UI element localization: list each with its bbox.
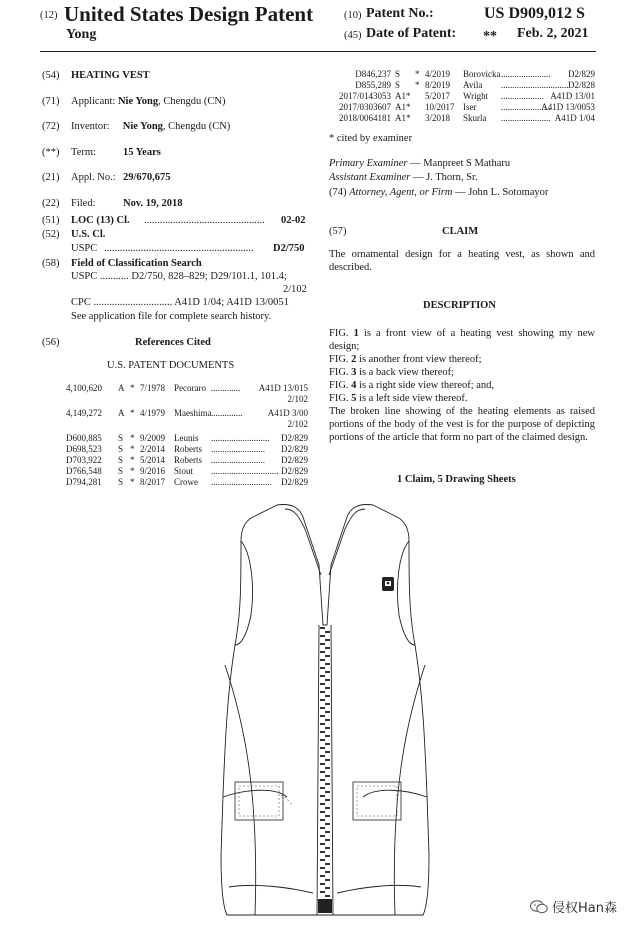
references-title: References Cited [135, 337, 211, 348]
ref-star: * [130, 433, 135, 443]
ref-dots: .......................... [211, 433, 270, 443]
applicant-place: , Chengdu (CN) [158, 96, 226, 107]
applicant [71, 96, 225, 107]
filed-label: Filed: [71, 198, 96, 209]
ref-date: 10/2017 [425, 102, 455, 112]
ref-num: D855,289 [355, 80, 391, 90]
inventor-name: Nie Yong [122, 121, 163, 132]
uscl-label: U.S. Cl. [71, 229, 106, 240]
appl-label: Appl. No.: [71, 172, 116, 183]
reference-row [66, 455, 308, 466]
ref-date: 8/2019 [425, 80, 451, 90]
ref-star: * [130, 408, 135, 418]
date-label: Date of Patent: [366, 26, 457, 41]
patent-date: Feb. 2, 2021 [517, 26, 589, 41]
zipper-end-stop [318, 899, 332, 913]
ref-star: * [130, 444, 135, 454]
reference-row [329, 102, 595, 113]
field-uspc-2: 2/102 [283, 284, 307, 295]
ref-star: * [130, 383, 135, 393]
ref-star: * [130, 477, 135, 487]
ref-cls: D2/829 [281, 433, 308, 443]
ref-date: 4/1979 [140, 408, 166, 418]
references-subtitle: U.S. PATENT DOCUMENTS [107, 360, 235, 371]
ref-kind: A [118, 408, 125, 418]
applicant-name: Nie Yong [117, 96, 159, 107]
ref-cls2: 2/102 [287, 394, 308, 404]
ref-kind: A1* [395, 91, 411, 101]
ref-num: 4,100,620 [66, 383, 102, 393]
ref-star: * [415, 80, 420, 90]
ref-name: Skurla [463, 113, 487, 123]
applicant-tag: (71) [42, 96, 60, 107]
loc-value: 02-02 [281, 215, 306, 226]
loc-dots: .............................................. [144, 215, 265, 226]
header-rule [40, 51, 596, 52]
reference-row [66, 477, 308, 488]
ref-kind: A1* [395, 113, 411, 123]
fig2-line: FIG. 2 is another front view thereof; [329, 354, 482, 365]
ref-name: Pecoraro [174, 383, 206, 393]
appl-value: 29/670,675 [123, 172, 171, 183]
reference-row-continuation [66, 419, 308, 430]
ref-date: 2/2014 [140, 444, 166, 454]
ref-kind: A [118, 383, 125, 393]
primary-examiner-name: — Manpreet S Matharu [407, 158, 511, 169]
inventor-tag: (72) [42, 121, 60, 132]
ref-name: Roberts [174, 444, 202, 454]
references-tag: (56) [42, 337, 60, 348]
field-tag: (58) [42, 258, 60, 269]
ref-cls: A41D 13/0053 [541, 102, 595, 112]
ref-num: D846,237 [355, 69, 391, 79]
ref-num: 2017/0303607 [338, 102, 391, 112]
field-uspc: USPC ........... D2/750, 828–829; D29/101.1, 101.4; [71, 271, 287, 282]
reference-row [66, 466, 308, 477]
description-title: DESCRIPTION [423, 300, 496, 311]
wechat-icon [530, 900, 548, 914]
inventor [71, 121, 230, 132]
broken-line-statement: The broken line showing of the heating elements as raised portions of the body of the vest is for the purpose of depicting portions of the article that form no part of the claimed design. [329, 406, 595, 443]
patent-no-label: Patent No.: [366, 6, 434, 21]
ref-cls: A41D 3/00 [267, 408, 308, 418]
date-tag: (45) [344, 30, 362, 41]
appl-tag: (21) [42, 172, 60, 183]
ref-name: Stout [174, 466, 194, 476]
vest-outline [221, 505, 429, 916]
claim-text: The ornamental design for a heating vest, as shown and described. [329, 249, 595, 273]
attorney-name: — John L. Sotomayor [452, 187, 549, 198]
ref-name: Avila [463, 80, 483, 90]
primary-examiner-label: Primary Examiner [329, 158, 408, 169]
reference-row [66, 444, 308, 455]
ref-star: * [415, 69, 420, 79]
ref-date: 9/2016 [140, 466, 166, 476]
ref-dots: ...................... [501, 69, 551, 79]
ref-dots: ............. [211, 383, 241, 393]
ref-num: 4,149,272 [66, 408, 102, 418]
ref-num: D766,548 [66, 466, 102, 476]
ref-kind: S [395, 80, 401, 90]
ref-num: D600,885 [66, 433, 102, 443]
left-pocket-heating-element [235, 782, 283, 820]
ref-num: 2018/0064181 [338, 113, 391, 123]
claim-title: CLAIM [442, 226, 479, 237]
filed-tag: (22) [42, 198, 60, 209]
right-pocket-heating-element [353, 782, 401, 820]
assistant-examiner [329, 172, 478, 183]
reference-row [329, 80, 595, 91]
ref-cls: D2/829 [281, 444, 308, 454]
ref-name: Iser [463, 102, 477, 112]
ref-kind: S [118, 477, 124, 487]
ref-date: 8/2017 [140, 477, 166, 487]
ref-kind: S [118, 444, 124, 454]
ref-star: * [130, 466, 135, 476]
ref-cls: A41D 1/04 [554, 113, 595, 123]
ref-cls: D2/829 [281, 477, 308, 487]
vest-drawing [195, 495, 455, 923]
ref-cls: A41D 13/01 [550, 91, 595, 101]
ref-kind: S [395, 69, 401, 79]
inventor-label: Inventor: [71, 121, 110, 132]
ref-dots: ........................... [211, 477, 272, 487]
ref-date: 5/2014 [140, 455, 166, 465]
ref-star: * [130, 455, 135, 465]
fig4-line: FIG. 4 is a right side view thereof; and, [329, 380, 495, 391]
ref-dots: ........................ [211, 455, 265, 465]
ref-cls: D2/829 [281, 466, 308, 476]
reference-row [329, 113, 595, 124]
title-tag: (54) [42, 70, 60, 81]
ref-date: 5/2017 [425, 91, 451, 101]
header-inventor: Yong [66, 27, 97, 42]
reference-row [329, 69, 595, 80]
uspc-value: D2/750 [273, 243, 305, 254]
watermark [530, 897, 617, 916]
ref-date: 7/1978 [140, 383, 166, 393]
power-button-icon [382, 577, 394, 591]
term-value: 15 Years [123, 147, 161, 158]
kind-code-tag: (12) [40, 10, 58, 21]
date-stars: ** [483, 29, 497, 44]
uscl-tag: (52) [42, 229, 60, 240]
reference-row-continuation [66, 394, 308, 405]
reference-row [66, 433, 308, 444]
ref-kind: S [118, 433, 124, 443]
description-body [329, 327, 595, 444]
ref-num: D698,523 [66, 444, 102, 454]
ref-dots: ........................ [211, 444, 265, 454]
ref-name: Borovicka [463, 69, 501, 79]
ref-name: Roberts [174, 455, 202, 465]
patent-number: US D909,012 S [484, 5, 585, 22]
ref-num: D703,922 [66, 455, 102, 465]
fig5-line: FIG. 5 is a left side view thereof. [329, 393, 468, 404]
claim-tag: (57) [329, 226, 347, 237]
design-title: HEATING VEST [71, 70, 150, 81]
ref-date: 4/2019 [425, 69, 451, 79]
ref-date: 3/2018 [425, 113, 451, 123]
assistant-examiner-name: — J. Thorn, Sr. [410, 172, 478, 183]
field-label: Field of Classification Search [71, 258, 202, 269]
ref-kind: A1* [395, 102, 411, 112]
attorney-label: Attorney, Agent, or Firm [349, 187, 453, 198]
document-title: United States Design Patent [64, 2, 314, 26]
field-note: See application file for complete search history. [71, 311, 272, 322]
cited-note: * cited by examiner [329, 133, 413, 144]
uspc-dots: ......................................................... [104, 243, 254, 254]
ref-dots: .............................. [501, 80, 569, 90]
ref-name: Crowe [174, 477, 198, 487]
ref-name: Wright [463, 91, 489, 101]
field-cpc: CPC .............................. A41D 1/04; A41D 13/0051 [71, 297, 289, 308]
ref-dots: .............. [211, 408, 243, 418]
ref-cls: D2/829 [568, 69, 595, 79]
term-label: Term: [71, 147, 96, 158]
ref-cls: D2/829 [281, 455, 308, 465]
ref-dots: ...................... [501, 113, 551, 123]
ref-cls2: 2/102 [287, 419, 308, 429]
attorney-tag: (74) [329, 187, 347, 198]
ref-date: 9/2009 [140, 433, 166, 443]
assistant-examiner-label: Assistant Examiner [329, 172, 411, 183]
ref-name: Leunis [174, 433, 199, 443]
loc-label: LOC (13) Cl. [71, 215, 130, 226]
reference-row [66, 408, 308, 419]
claims-count: 1 Claim, 5 Drawing Sheets [397, 474, 516, 485]
patent-no-tag: (10) [344, 10, 362, 21]
ref-cls: D2/828 [568, 80, 595, 90]
primary-examiner [329, 158, 510, 169]
ref-num: 2017/0143053 [338, 91, 391, 101]
fig3-line: FIG. 3 is a back view thereof; [329, 367, 455, 378]
applicant-label: Applicant: [71, 96, 116, 107]
ref-dots: .............................. [211, 466, 279, 476]
ref-kind: S [118, 455, 124, 465]
ref-dots: ................... [501, 91, 544, 101]
ref-dots: ...................... [501, 102, 551, 112]
reference-row [329, 91, 595, 102]
loc-tag: (51) [42, 215, 60, 226]
ref-cls: A41D 13/015 [258, 383, 308, 393]
fig1-line: FIG. 1 is a front view of a heating vest showing my new design; [329, 328, 596, 352]
zipper-teeth [320, 627, 330, 897]
term-tag: (**) [42, 147, 60, 158]
ref-num: D794,281 [66, 477, 102, 487]
ref-name: Maeshima [174, 408, 212, 418]
attorney [329, 187, 548, 198]
ref-kind: S [118, 466, 124, 476]
filed-value: Nov. 19, 2018 [123, 198, 183, 209]
watermark-text: 侵权Han森 [552, 901, 617, 916]
reference-row [66, 383, 308, 394]
inventor-place: , Chengdu (CN) [162, 121, 231, 132]
uspc-label: USPC [71, 243, 98, 254]
